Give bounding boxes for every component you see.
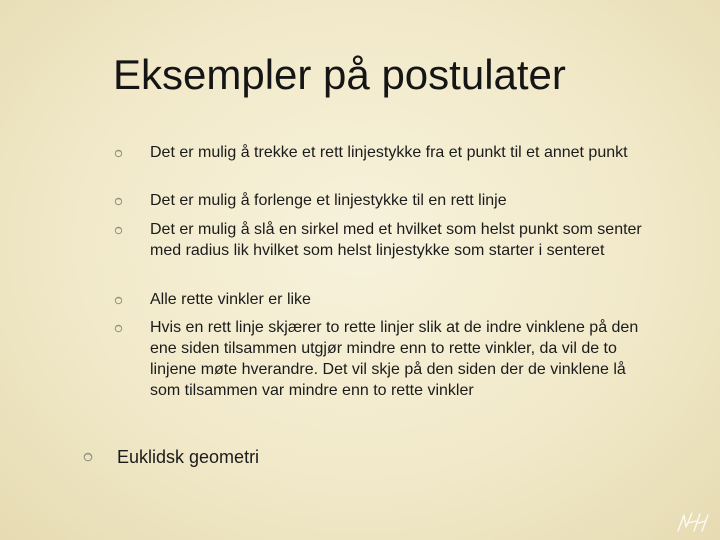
postulate-item (150, 142, 655, 163)
bullet-icon (114, 296, 123, 305)
signature-icon (672, 505, 712, 535)
bullet-icon (114, 324, 123, 333)
postulate-text: Alle rette vinkler er like (150, 291, 311, 308)
slide-title: Eksempler på postulater (113, 51, 566, 98)
topic-text: Euklidsk geometri (117, 447, 260, 467)
postulate-item (150, 219, 655, 261)
postulate-text: Hvis en rett linje skjærer to rette linjer slik at de indre vinklene på den ene siden tilsammen utgjør mindre enn to rette vinkler, da vil de to linjene møte hverandre. Det vil skje på den siden der de vinklene lå som tilsammen var mindre enn to rette vinkler (150, 319, 639, 399)
bullet-icon (114, 226, 123, 235)
postulate-item (150, 289, 655, 310)
postulate-text: Det er mulig å trekke et rett linjestykke fra et punkt til et annet punkt (150, 144, 628, 161)
bullet-icon (114, 197, 123, 206)
bullet-icon (114, 149, 123, 158)
postulate-item (150, 190, 655, 211)
postulate-item (150, 317, 655, 401)
postulate-text: Det er mulig å slå en sirkel med et hvilket som helst punkt som senter med radius lik hvilket som helst linjestykke som starter i senteret (150, 221, 642, 259)
postulate-text: Det er mulig å forlenge et linjestykke til en rett linje (150, 192, 507, 209)
topic-item (117, 445, 259, 469)
bullet-icon (83, 452, 93, 462)
